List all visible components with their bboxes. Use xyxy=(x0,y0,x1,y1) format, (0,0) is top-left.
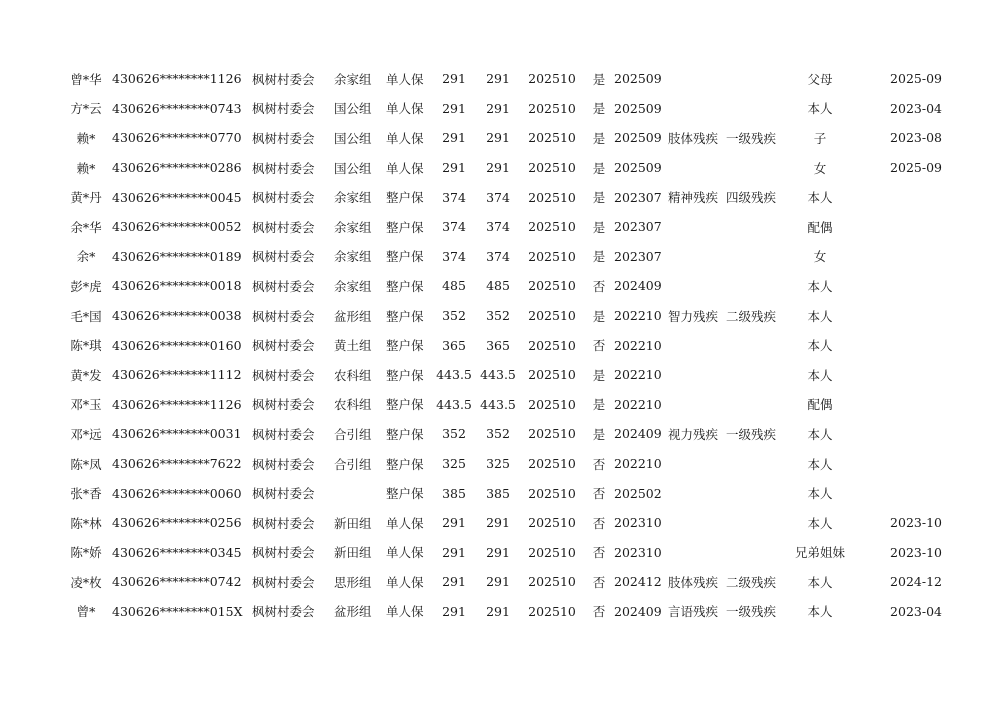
date-cell xyxy=(852,182,946,212)
amount-cell: 374 xyxy=(442,248,466,264)
disability-type-cell xyxy=(668,360,726,390)
group-cell: 新田组 xyxy=(334,515,372,531)
insurance-type-cell: 整户保 xyxy=(386,367,424,383)
amount-cell: 291 xyxy=(442,574,466,590)
relation-cell: 女 xyxy=(813,160,827,176)
flag-cell: 否 xyxy=(592,456,606,472)
flag-cell: 是 xyxy=(592,160,606,176)
insurance-type-cell: 整户保 xyxy=(386,486,424,502)
amount-2-cell: 374 xyxy=(486,189,510,205)
amount-cell: 352 xyxy=(442,308,466,324)
month-cell: 202510 xyxy=(528,367,576,383)
group-cell: 余家组 xyxy=(334,71,372,87)
disability-level-cell: 一级残疾 xyxy=(726,130,777,146)
insurance-type-cell: 单人保 xyxy=(386,101,424,117)
start-month-cell: 202412 xyxy=(614,574,662,590)
flag-cell: 是 xyxy=(592,190,606,206)
disability-level-cell xyxy=(726,212,788,242)
flag-cell: 否 xyxy=(592,486,606,502)
flag-cell: 否 xyxy=(592,278,606,294)
month-cell: 202510 xyxy=(528,130,576,146)
relation-cell: 配偶 xyxy=(807,219,833,235)
id-number-cell: 430626********0256 xyxy=(112,515,242,531)
date-cell xyxy=(852,390,946,420)
disability-level-cell: 二级残疾 xyxy=(726,574,777,590)
name-cell: 凌*枚 xyxy=(70,574,102,590)
insurance-type-cell: 单人保 xyxy=(386,515,424,531)
date-cell xyxy=(852,478,946,508)
disability-type-cell: 智力残疾 xyxy=(668,308,719,324)
amount-2-cell: 291 xyxy=(486,544,510,560)
group-cell: 余家组 xyxy=(334,249,372,265)
relation-cell: 本人 xyxy=(807,367,833,383)
flag-cell: 是 xyxy=(592,426,606,442)
committee-cell: 枫树村委会 xyxy=(252,101,315,117)
relation-cell: 女 xyxy=(813,249,827,265)
name-cell: 陈*娇 xyxy=(70,545,102,561)
flag-cell: 是 xyxy=(592,249,606,265)
date-cell xyxy=(852,212,946,242)
id-number-cell: 430626********1112 xyxy=(112,367,242,383)
insurance-type-cell: 整户保 xyxy=(386,426,424,442)
table-row xyxy=(62,182,946,212)
date-cell xyxy=(852,330,946,360)
date-cell: 2023-08 xyxy=(890,130,942,146)
disability-type-cell xyxy=(668,330,726,360)
relation-cell: 本人 xyxy=(807,278,833,294)
name-cell: 邓*远 xyxy=(70,426,102,442)
insurance-type-cell: 整户保 xyxy=(386,249,424,265)
amount-2-cell: 291 xyxy=(486,100,510,116)
month-cell: 202510 xyxy=(528,71,576,87)
committee-cell: 枫树村委会 xyxy=(252,574,315,590)
date-cell xyxy=(852,419,946,449)
amount-cell: 291 xyxy=(442,603,466,619)
table-row xyxy=(62,390,946,420)
disability-level-cell xyxy=(726,94,788,124)
table-row xyxy=(62,153,946,183)
committee-cell: 枫树村委会 xyxy=(252,219,315,235)
table-row xyxy=(62,538,946,568)
id-number-cell: 430626********0052 xyxy=(112,219,242,235)
relation-cell: 本人 xyxy=(807,574,833,590)
amount-cell: 291 xyxy=(442,544,466,560)
records-table xyxy=(62,64,946,626)
disability-level-cell: 一级残疾 xyxy=(726,426,777,442)
relation-cell: 本人 xyxy=(807,190,833,206)
name-cell: 曾* xyxy=(76,604,96,620)
disability-level-cell xyxy=(726,360,788,390)
month-cell: 202510 xyxy=(528,189,576,205)
table-row xyxy=(62,567,946,597)
date-cell: 2023-04 xyxy=(890,100,942,116)
name-cell: 黄*发 xyxy=(70,367,102,383)
insurance-type-cell: 单人保 xyxy=(386,160,424,176)
amount-2-cell: 385 xyxy=(486,485,510,501)
disability-level-cell xyxy=(726,242,788,272)
insurance-type-cell: 整户保 xyxy=(386,338,424,354)
amount-2-cell: 325 xyxy=(486,456,510,472)
relation-cell: 本人 xyxy=(807,456,833,472)
date-cell xyxy=(852,360,946,390)
amount-cell: 443.5 xyxy=(436,396,472,412)
disability-type-cell xyxy=(668,449,726,479)
id-number-cell: 430626********0018 xyxy=(112,278,242,294)
start-month-cell: 202210 xyxy=(614,308,662,324)
flag-cell: 否 xyxy=(592,574,606,590)
disability-type-cell xyxy=(668,271,726,301)
insurance-type-cell: 单人保 xyxy=(386,71,424,87)
committee-cell: 枫树村委会 xyxy=(252,545,315,561)
name-cell: 余* xyxy=(76,249,96,265)
amount-cell: 291 xyxy=(442,515,466,531)
relation-cell: 配偶 xyxy=(807,397,833,413)
table-row xyxy=(62,64,946,94)
disability-type-cell xyxy=(668,242,726,272)
records-table-body xyxy=(62,64,946,626)
month-cell: 202510 xyxy=(528,337,576,353)
name-cell: 张*香 xyxy=(70,486,102,502)
group-cell: 盆形组 xyxy=(334,604,372,620)
disability-type-cell xyxy=(668,153,726,183)
month-cell: 202510 xyxy=(528,456,576,472)
table-row xyxy=(62,419,946,449)
relation-cell: 本人 xyxy=(807,101,833,117)
name-cell: 黄*丹 xyxy=(70,190,102,206)
group-cell: 国公组 xyxy=(334,160,372,176)
date-cell: 2025-09 xyxy=(890,71,942,87)
disability-type-cell: 肢体残疾 xyxy=(668,574,719,590)
disability-level-cell xyxy=(726,271,788,301)
relation-cell: 本人 xyxy=(807,426,833,442)
date-cell: 2023-04 xyxy=(890,603,942,619)
committee-cell: 枫树村委会 xyxy=(252,160,315,176)
table-row xyxy=(62,478,946,508)
start-month-cell: 202310 xyxy=(614,515,662,531)
group-cell: 国公组 xyxy=(334,101,372,117)
start-month-cell: 202210 xyxy=(614,396,662,412)
id-number-cell: 430626********0031 xyxy=(112,426,242,442)
relation-cell: 子 xyxy=(813,130,827,146)
start-month-cell: 202409 xyxy=(614,603,662,619)
table-row xyxy=(62,271,946,301)
group-cell: 余家组 xyxy=(334,190,372,206)
table-row xyxy=(62,242,946,272)
month-cell: 202510 xyxy=(528,248,576,264)
start-month-cell: 202502 xyxy=(614,485,662,501)
date-cell: 2024-12 xyxy=(890,574,942,590)
group-cell: 余家组 xyxy=(334,219,372,235)
disability-level-cell xyxy=(726,508,788,538)
name-cell: 方*云 xyxy=(70,101,102,117)
flag-cell: 否 xyxy=(592,604,606,620)
start-month-cell: 202307 xyxy=(614,248,662,264)
start-month-cell: 202409 xyxy=(614,278,662,294)
disability-level-cell xyxy=(726,330,788,360)
disability-level-cell xyxy=(726,538,788,568)
date-cell: 2025-09 xyxy=(890,160,942,176)
amount-cell: 374 xyxy=(442,219,466,235)
id-number-cell: 430626********015X xyxy=(112,603,243,619)
name-cell: 余*华 xyxy=(70,219,102,235)
committee-cell: 枫树村委会 xyxy=(252,190,315,206)
id-number-cell: 430626********0286 xyxy=(112,160,242,176)
committee-cell: 枫树村委会 xyxy=(252,426,315,442)
table-row xyxy=(62,123,946,153)
amount-2-cell: 291 xyxy=(486,574,510,590)
date-cell: 2023-10 xyxy=(890,544,942,560)
start-month-cell: 202310 xyxy=(614,544,662,560)
disability-level-cell: 二级残疾 xyxy=(726,308,777,324)
group-cell: 盆形组 xyxy=(334,308,372,324)
group-cell: 新田组 xyxy=(334,545,372,561)
disability-type-cell: 肢体残疾 xyxy=(668,130,719,146)
table-row xyxy=(62,449,946,479)
group-cell: 农科组 xyxy=(334,397,372,413)
disability-level-cell xyxy=(726,153,788,183)
relation-cell: 本人 xyxy=(807,308,833,324)
relation-cell: 本人 xyxy=(807,486,833,502)
date-cell: 2023-10 xyxy=(890,515,942,531)
amount-cell: 443.5 xyxy=(436,367,472,383)
relation-cell: 本人 xyxy=(807,338,833,354)
amount-2-cell: 365 xyxy=(486,337,510,353)
amount-cell: 385 xyxy=(442,485,466,501)
amount-2-cell: 352 xyxy=(486,308,510,324)
id-number-cell: 430626********0743 xyxy=(112,100,242,116)
start-month-cell: 202509 xyxy=(614,130,662,146)
id-number-cell: 430626********0160 xyxy=(112,337,242,353)
name-cell: 赖* xyxy=(76,160,96,176)
name-cell: 陈*林 xyxy=(70,515,102,531)
month-cell: 202510 xyxy=(528,426,576,442)
name-cell: 陈*凤 xyxy=(70,456,102,472)
flag-cell: 是 xyxy=(592,397,606,413)
disability-type-cell xyxy=(668,538,726,568)
amount-cell: 291 xyxy=(442,160,466,176)
amount-2-cell: 291 xyxy=(486,130,510,146)
start-month-cell: 202210 xyxy=(614,456,662,472)
disability-level-cell xyxy=(726,449,788,479)
disability-level-cell: 四级残疾 xyxy=(726,190,777,206)
committee-cell: 枫树村委会 xyxy=(252,397,315,413)
insurance-type-cell: 整户保 xyxy=(386,190,424,206)
insurance-type-cell: 单人保 xyxy=(386,130,424,146)
name-cell: 毛*国 xyxy=(70,308,102,324)
amount-2-cell: 443.5 xyxy=(480,367,516,383)
amount-2-cell: 374 xyxy=(486,219,510,235)
disability-type-cell xyxy=(668,64,726,94)
amount-cell: 485 xyxy=(442,278,466,294)
disability-level-cell xyxy=(726,478,788,508)
disability-type-cell: 精神残疾 xyxy=(668,190,719,206)
flag-cell: 是 xyxy=(592,308,606,324)
month-cell: 202510 xyxy=(528,308,576,324)
amount-2-cell: 291 xyxy=(486,603,510,619)
id-number-cell: 430626********0742 xyxy=(112,574,242,590)
amount-2-cell: 291 xyxy=(486,515,510,531)
disability-type-cell xyxy=(668,478,726,508)
group-cell: 合引组 xyxy=(334,426,372,442)
committee-cell: 枫树村委会 xyxy=(252,308,315,324)
committee-cell: 枫树村委会 xyxy=(252,456,315,472)
group-cell: 合引组 xyxy=(334,456,372,472)
group-cell: 黄土组 xyxy=(334,338,372,354)
committee-cell: 枫树村委会 xyxy=(252,515,315,531)
amount-cell: 291 xyxy=(442,130,466,146)
amount-2-cell: 291 xyxy=(486,160,510,176)
month-cell: 202510 xyxy=(528,100,576,116)
flag-cell: 是 xyxy=(592,219,606,235)
table-row xyxy=(62,212,946,242)
insurance-type-cell: 整户保 xyxy=(386,278,424,294)
disability-level-cell xyxy=(726,390,788,420)
date-cell xyxy=(852,271,946,301)
amount-cell: 352 xyxy=(442,426,466,442)
disability-level-cell: 一级残疾 xyxy=(726,604,777,620)
committee-cell: 枫树村委会 xyxy=(252,278,315,294)
id-number-cell: 430626********0189 xyxy=(112,248,242,264)
start-month-cell: 202210 xyxy=(614,367,662,383)
amount-2-cell: 443.5 xyxy=(480,396,516,412)
date-cell xyxy=(852,242,946,272)
id-number-cell: 430626********0345 xyxy=(112,544,242,560)
table-row xyxy=(62,360,946,390)
committee-cell: 枫树村委会 xyxy=(252,486,315,502)
insurance-type-cell: 单人保 xyxy=(386,604,424,620)
name-cell: 彭*虎 xyxy=(70,278,102,294)
flag-cell: 否 xyxy=(592,545,606,561)
disability-type-cell xyxy=(668,94,726,124)
insurance-type-cell: 整户保 xyxy=(386,456,424,472)
amount-cell: 291 xyxy=(442,71,466,87)
relation-cell: 本人 xyxy=(807,515,833,531)
date-cell xyxy=(852,301,946,331)
month-cell: 202510 xyxy=(528,544,576,560)
month-cell: 202510 xyxy=(528,219,576,235)
id-number-cell: 430626********0770 xyxy=(112,130,242,146)
disability-type-cell xyxy=(668,212,726,242)
month-cell: 202510 xyxy=(528,603,576,619)
relation-cell: 兄弟姐妹 xyxy=(794,545,845,561)
committee-cell: 枫树村委会 xyxy=(252,604,315,620)
insurance-type-cell: 单人保 xyxy=(386,574,424,590)
id-number-cell: 430626********7622 xyxy=(112,456,242,472)
id-number-cell: 430626********0038 xyxy=(112,308,242,324)
name-cell: 邓*玉 xyxy=(70,397,102,413)
start-month-cell: 202210 xyxy=(614,337,662,353)
month-cell: 202510 xyxy=(528,485,576,501)
committee-cell: 枫树村委会 xyxy=(252,367,315,383)
group-cell: 思形组 xyxy=(334,574,372,590)
table-row xyxy=(62,597,946,627)
disability-type-cell xyxy=(668,390,726,420)
disability-type-cell: 视力残疾 xyxy=(668,426,719,442)
disability-type-cell xyxy=(668,508,726,538)
committee-cell: 枫树村委会 xyxy=(252,338,315,354)
start-month-cell: 202409 xyxy=(614,426,662,442)
id-number-cell: 430626********1126 xyxy=(112,396,242,412)
committee-cell: 枫树村委会 xyxy=(252,130,315,146)
flag-cell: 是 xyxy=(592,367,606,383)
insurance-type-cell: 整户保 xyxy=(386,219,424,235)
month-cell: 202510 xyxy=(528,396,576,412)
insurance-type-cell: 整户保 xyxy=(386,397,424,413)
committee-cell: 枫树村委会 xyxy=(252,71,315,87)
start-month-cell: 202509 xyxy=(614,71,662,87)
flag-cell: 是 xyxy=(592,130,606,146)
table-row xyxy=(62,508,946,538)
table-row xyxy=(62,330,946,360)
name-cell: 赖* xyxy=(76,130,96,146)
disability-type-cell: 言语残疾 xyxy=(668,604,719,620)
relation-cell: 本人 xyxy=(807,604,833,620)
group-cell: 余家组 xyxy=(334,278,372,294)
amount-cell: 325 xyxy=(442,456,466,472)
amount-2-cell: 291 xyxy=(486,71,510,87)
start-month-cell: 202509 xyxy=(614,100,662,116)
table-row xyxy=(62,301,946,331)
table-row xyxy=(62,94,946,124)
committee-cell: 枫树村委会 xyxy=(252,249,315,265)
amount-cell: 365 xyxy=(442,337,466,353)
id-number-cell: 430626********0060 xyxy=(112,485,242,501)
insurance-type-cell: 单人保 xyxy=(386,545,424,561)
amount-2-cell: 352 xyxy=(486,426,510,442)
name-cell: 陈*琪 xyxy=(70,338,102,354)
relation-cell: 父母 xyxy=(807,71,833,87)
id-number-cell: 430626********0045 xyxy=(112,189,242,205)
amount-2-cell: 374 xyxy=(486,248,510,264)
insurance-type-cell: 整户保 xyxy=(386,308,424,324)
month-cell: 202510 xyxy=(528,574,576,590)
amount-cell: 374 xyxy=(442,189,466,205)
amount-cell: 291 xyxy=(442,100,466,116)
disability-level-cell xyxy=(726,64,788,94)
amount-2-cell: 485 xyxy=(486,278,510,294)
id-number-cell: 430626********1126 xyxy=(112,71,242,87)
start-month-cell: 202509 xyxy=(614,160,662,176)
month-cell: 202510 xyxy=(528,515,576,531)
start-month-cell: 202307 xyxy=(614,189,662,205)
flag-cell: 否 xyxy=(592,515,606,531)
group-cell xyxy=(334,478,386,508)
name-cell: 曾*华 xyxy=(70,71,102,87)
date-cell xyxy=(852,449,946,479)
month-cell: 202510 xyxy=(528,278,576,294)
month-cell: 202510 xyxy=(528,160,576,176)
start-month-cell: 202307 xyxy=(614,219,662,235)
group-cell: 国公组 xyxy=(334,130,372,146)
group-cell: 农科组 xyxy=(334,367,372,383)
flag-cell: 是 xyxy=(592,101,606,117)
flag-cell: 否 xyxy=(592,338,606,354)
flag-cell: 是 xyxy=(592,71,606,87)
